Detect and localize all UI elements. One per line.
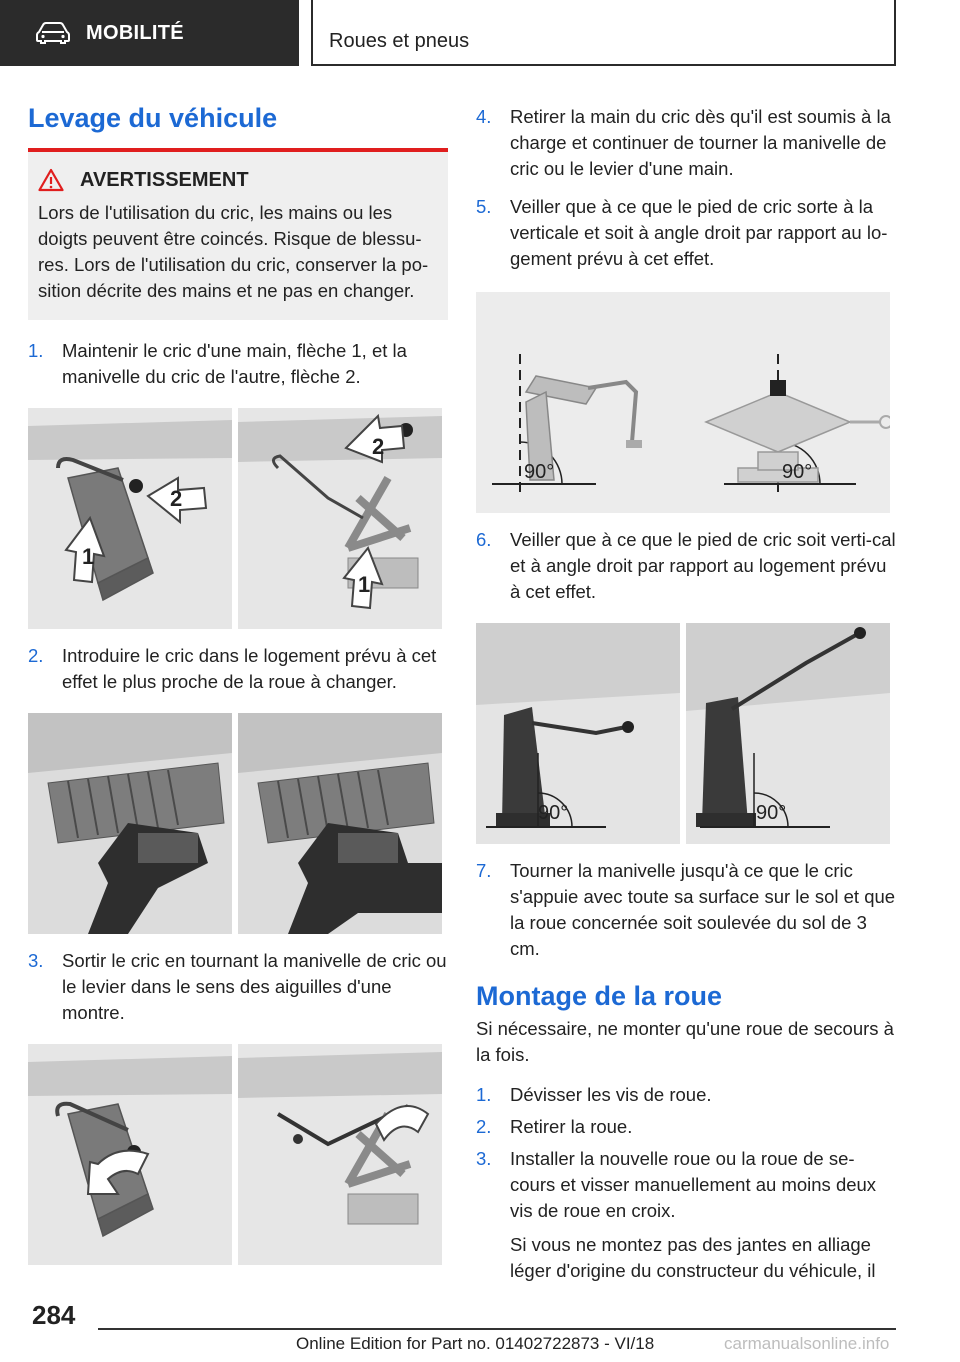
list-item [476,1114,896,1140]
step-text: Veiller que à ce que le pied de cric sorte à la verticale et soit à angle droit par rapport au lo-gement prévu à cet effet. [510,196,888,269]
jack-crank-illustration [28,1044,442,1265]
warning-title [38,168,438,192]
section-name: MOBILITÉ [86,21,184,44]
step-number: 4. [476,106,492,127]
arrow-label: 1 [82,544,95,569]
step-number: 7. [476,860,492,881]
warning-triangle-icon [38,168,64,192]
jack-vertical-illustration [476,623,890,844]
angle-label: 90° [524,461,555,483]
step-number: 6. [476,529,492,550]
step-text: Retirer la roue. [510,1116,633,1137]
step-number: 1. [28,340,44,361]
step-text: Installer la nouvelle roue ou la roue de se-cours et visser manuellement au moins deux vis de roue en croix. [510,1148,877,1221]
list-item [28,643,448,695]
section-heading: Levage du véhicule [28,103,278,133]
step-text: Introduire le cric dans le logement prévu à cet effet le plus proche de la roue à changer. [62,645,437,692]
step-text: Dévisser les vis de roue. [510,1084,712,1105]
continued-text: Si vous ne montez pas des jantes en alliage léger d'origine du constructeur du véhicule, il [510,1234,876,1281]
arrow-label: 2 [170,486,183,511]
angle-label: 90° [756,802,787,824]
left-column [28,98,448,1265]
right-angle-diagram [476,292,890,513]
step-text: Retirer la main du cric dès qu'il est soumis à la charge et continuer de tourner la manivelle de cric ou le levier d'une main. [510,106,891,179]
section-tab [0,0,299,66]
angle-label: 90° [782,461,813,483]
page-number: 284 [32,1300,76,1330]
step-number: 3. [28,950,44,971]
angle-label: 90° [538,802,569,824]
step-text: Tourner la manivelle jusqu'à ce que le cric s'appuie avec toute sa surface sur le sol et que la roue concernée soit soulevée du sol de 3 cm. [510,860,896,959]
jack-hold-illustration [28,408,442,629]
edition-text: Online Edition for Part no. 01402722873 - VI/18 [296,1334,655,1353]
step-number: 3. [476,1148,492,1169]
section-heading: Montage de la roue [476,981,723,1011]
warning-box [28,148,448,320]
step-number: 1. [476,1084,492,1105]
warning-text: Lors de l'utilisation du cric, les mains ou les doigts peuvent être coincés. Risque de blessu-res. Lors de l'utilisation du cric, conserver la po-sition décrite des mains et ne pas en changer. [38,202,429,301]
jack-placement-illustration [28,713,442,934]
step-text: Sortir le cric en tournant la manivelle de cric ou le levier dans le sens des aiguilles d'une montre. [62,950,447,1023]
list-item [28,948,448,1026]
step-number: 5. [476,196,492,217]
right-column [476,98,896,1284]
chapter-box [311,0,896,66]
arrow-label: 2 [372,434,385,459]
warning-label: AVERTISSEMENT [80,168,249,191]
car-icon [36,22,70,44]
footer-divider [98,1328,896,1330]
list-item [476,1146,896,1224]
step-number: 2. [28,645,44,666]
list-item [476,1082,896,1108]
chapter-title: Roues et pneus [329,30,470,52]
step-number: 2. [476,1116,492,1137]
list-item [476,858,896,962]
step-text: Veiller que à ce que le pied de cric soit verti-cal et à angle droit par rapport au logement prévu à cet effet. [510,529,896,602]
list-item [476,104,896,182]
intro-text: Si nécessaire, ne monter qu'une roue de secours à la fois. [476,1018,894,1065]
watermark-text: carmanualsonline.info [724,1334,890,1353]
page-header [0,0,960,66]
list-item [476,194,896,272]
arrow-label: 1 [358,572,371,597]
step-text: Maintenir le cric d'une main, flèche 1, et la manivelle du cric de l'autre, flèche 2. [62,340,407,387]
list-item [28,338,448,390]
list-item [476,527,896,605]
